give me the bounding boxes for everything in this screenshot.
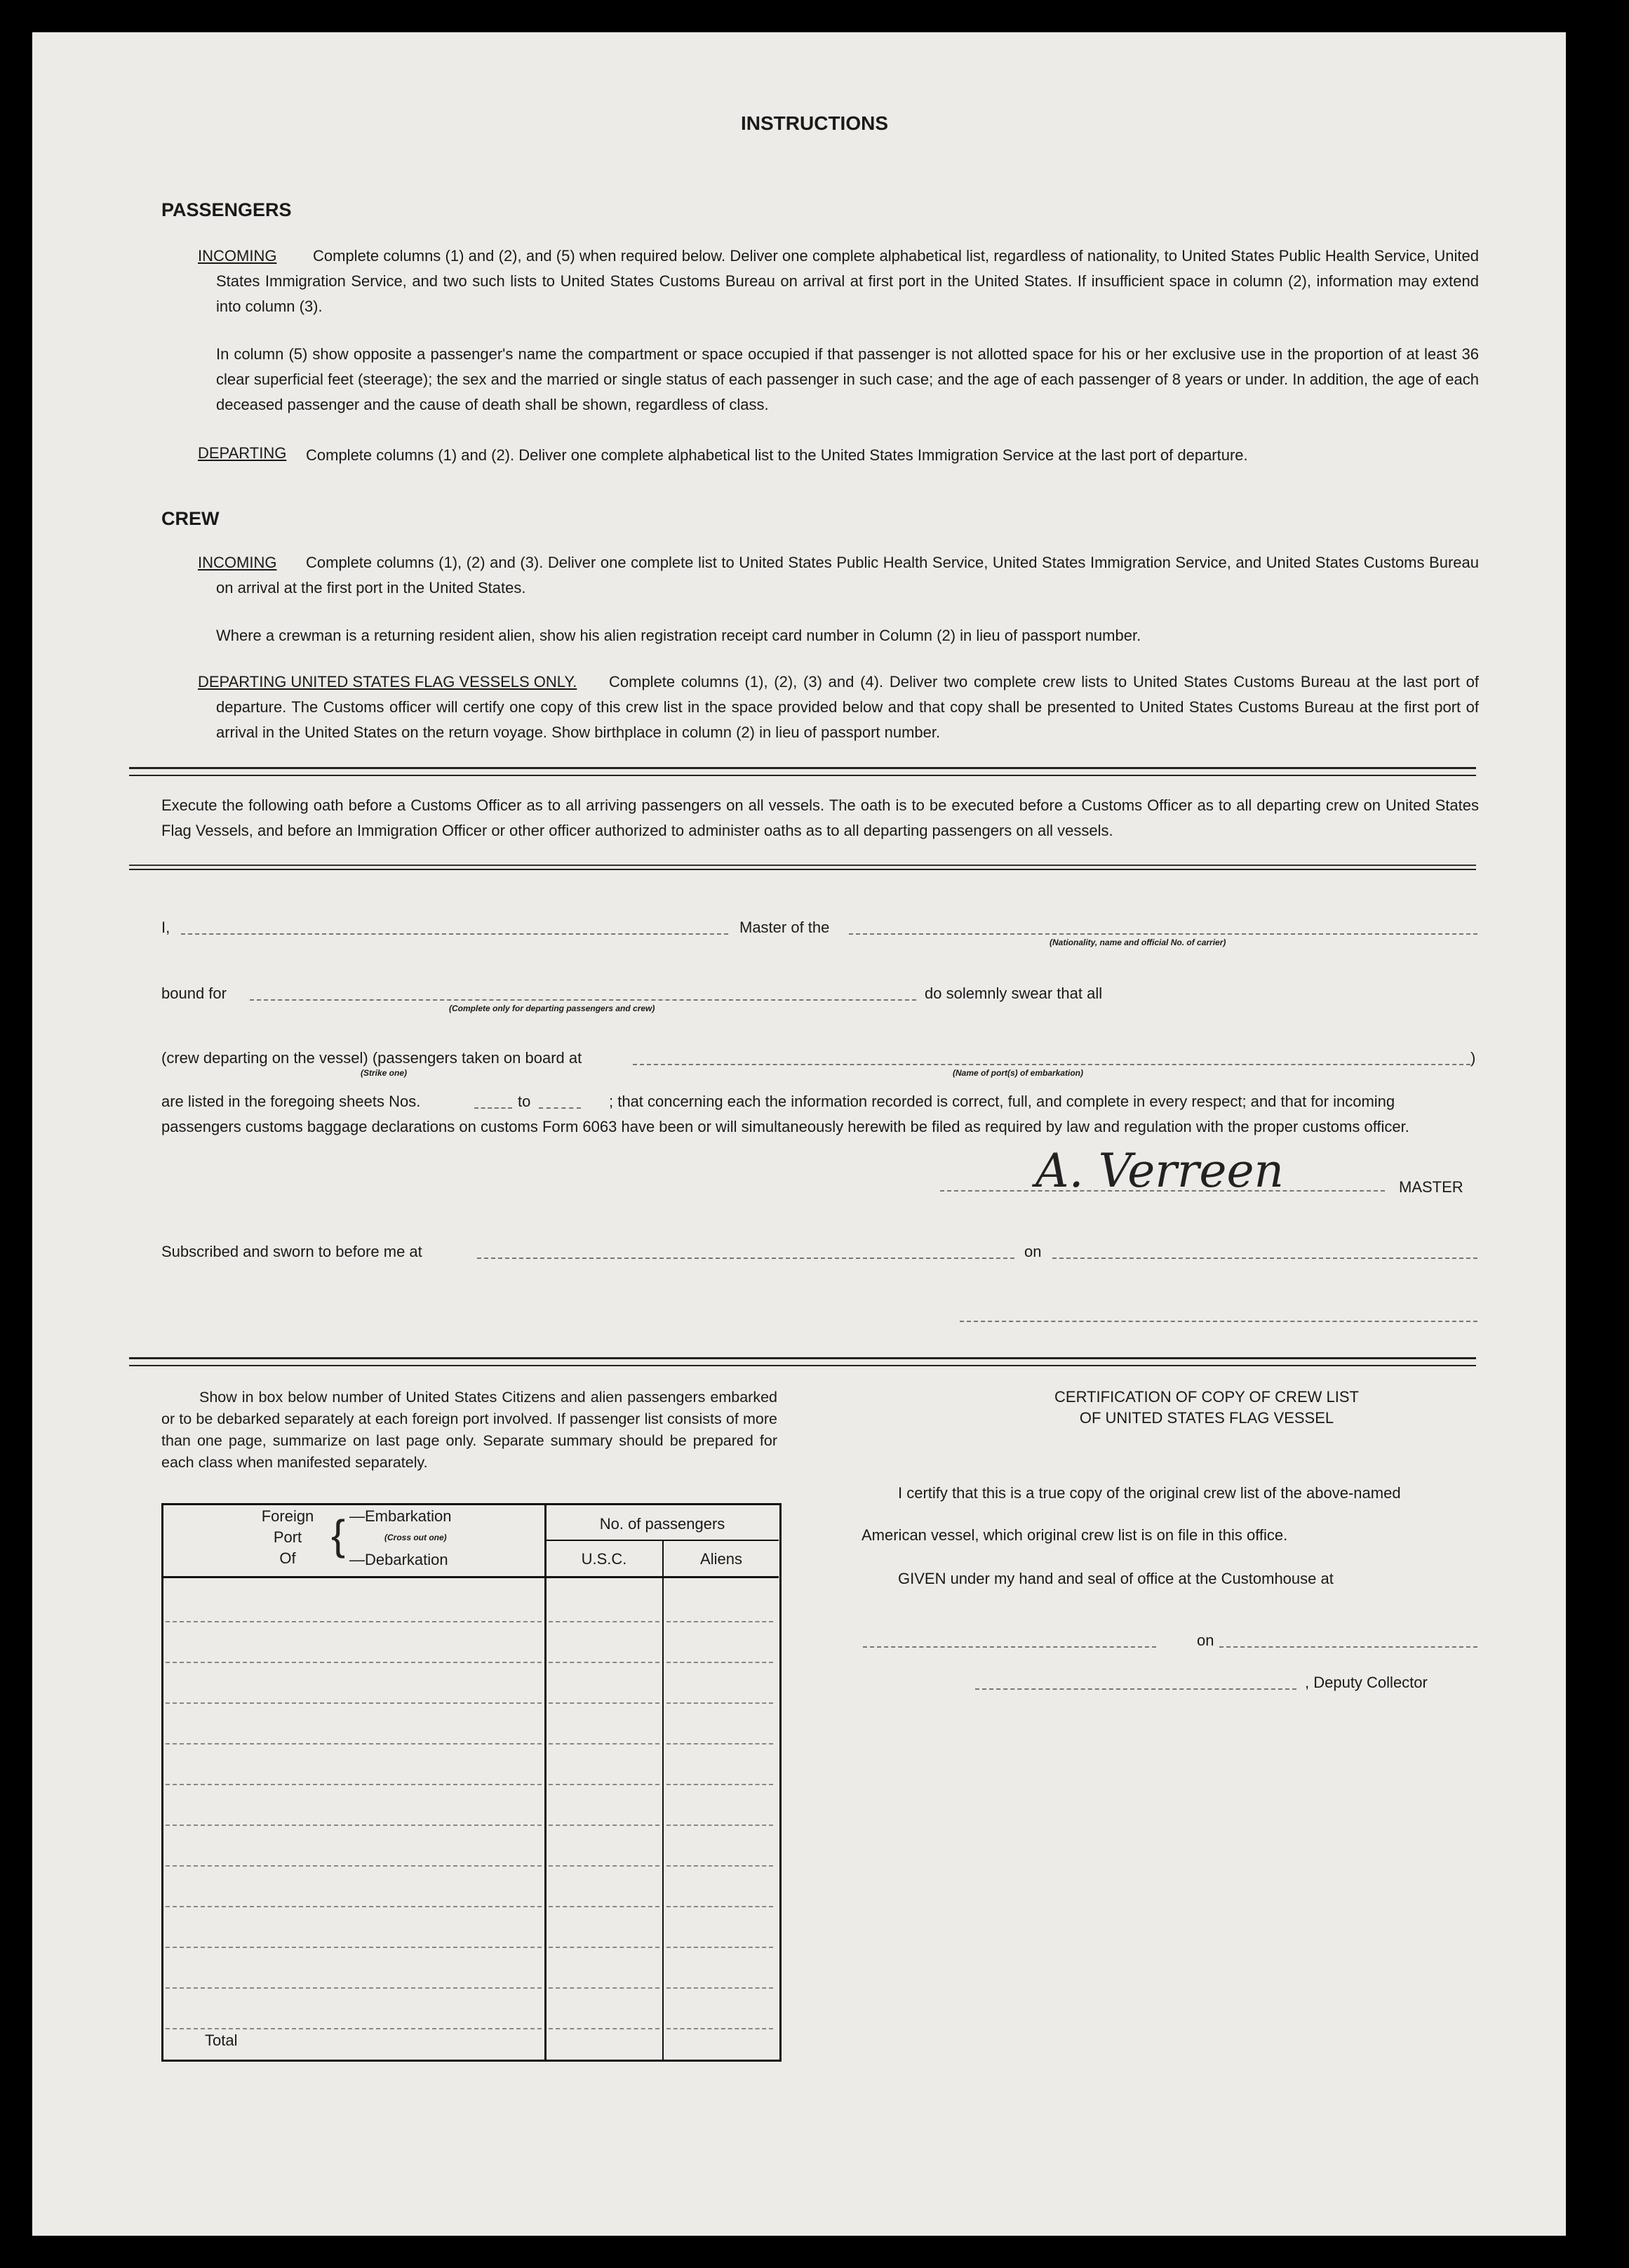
customhouse-field[interactable] <box>863 1646 1156 1648</box>
table-row-line[interactable] <box>166 1621 542 1622</box>
header-no-passengers: No. of passengers <box>599 1515 725 1533</box>
table-row-line[interactable] <box>549 1947 659 1948</box>
double-rule <box>129 767 1476 776</box>
passenger-summary-table <box>161 1503 782 2062</box>
strike-note: (Strike one) <box>361 1068 408 1078</box>
certification-date-field[interactable] <box>1219 1646 1477 1648</box>
total-label: Total <box>205 2032 238 2049</box>
header-foreign: Foreign <box>261 1507 314 1525</box>
deputy-collector-label: , Deputy Collector <box>1305 1674 1428 1691</box>
header-cross-out: (Cross out one) <box>384 1533 447 1542</box>
sheet-from-field[interactable] <box>474 1107 512 1109</box>
crew-incoming-text: Complete columns (1), (2) and (3). Deliver one complete list to United States Public Health Service, United States Immigration Service, and United States Customs Bureau on arrival at the first port in the United States. <box>216 554 1479 596</box>
table-row-line[interactable] <box>666 1784 773 1785</box>
ports-note: (Name of port(s) of embarkation) <box>953 1068 1084 1078</box>
header-embarkation: —Embarkation <box>349 1507 452 1525</box>
table-row-line[interactable] <box>166 1906 542 1907</box>
header-debarkation: —Debarkation <box>349 1551 448 1568</box>
table-row-line[interactable] <box>666 1621 773 1622</box>
table-row-line[interactable] <box>549 1621 659 1622</box>
table-col-divider <box>544 1503 547 2062</box>
table-row-line[interactable] <box>666 1987 773 1989</box>
page-title: INSTRUCTIONS <box>741 112 888 134</box>
master-label: MASTER <box>1399 1178 1463 1196</box>
passengers-incoming-label: INCOMING <box>198 247 277 265</box>
subscribed-on-label: on <box>1024 1243 1042 1260</box>
crew-passengers-label: (crew departing on the vessel) (passengers taken on board at <box>161 1049 582 1067</box>
table-row-line[interactable] <box>549 1987 659 1989</box>
subscribed-label: Subscribed and sworn to before me at <box>161 1243 422 1260</box>
table-row-line[interactable] <box>166 1702 542 1704</box>
passengers-departing-label: DEPARTING <box>198 444 287 462</box>
embarkation-port-field[interactable] <box>633 1064 1470 1065</box>
table-row-line[interactable] <box>666 1702 773 1704</box>
passengers-heading: PASSENGERS <box>161 199 292 220</box>
header-aliens: Aliens <box>700 1550 742 1568</box>
carrier-field[interactable] <box>849 933 1477 935</box>
oath-i-label: I, <box>161 919 170 936</box>
passengers-departing-text: Complete columns (1) and (2). Deliver one complete alphabetical list to the United States Immigration Service at the last port of departure. <box>306 446 1248 464</box>
crew-resident-text: Where a crewman is a returning resident alien, show his alien registration receipt card number in Column (2) in lieu of passport number. <box>216 627 1141 644</box>
table-row-line[interactable] <box>166 1662 542 1663</box>
table-row-line[interactable] <box>166 1987 542 1989</box>
table-row-line[interactable] <box>166 1865 542 1867</box>
certification-on-label: on <box>1197 1632 1214 1649</box>
table-row-line[interactable] <box>549 1906 659 1907</box>
passengers-column5-text: In column (5) show opposite a passenger's name the compartment or space occupied if that passenger is not allotted space for his or her exclusive use in the proportion of at least 36 clear superficial feet (steerage); the sex and the married or single status of each passenger in such case; and the age of each passenger of 8 years or under. In addition, the age of each deceased passenger and the cause of death shall be shown, regardless of class. <box>216 345 1479 413</box>
table-header-line <box>161 1576 779 1578</box>
table-row-line[interactable] <box>666 1947 773 1948</box>
master-signature: A. Verreen <box>1035 1144 1285 1198</box>
master-name-field[interactable] <box>181 933 728 935</box>
table-row-line[interactable] <box>549 1784 659 1785</box>
crew-departing-text: Complete columns (1), (2), (3) and (4). Deliver two complete crew lists to United States Customs Bureau at the last port of departure. The Customs officer will certify one copy of this crew list in the space provided below and that copy shall be presented to United States Customs Bureau at the first port of arrival in the United States on the return voyage. Show birthplace in column (2) in lieu of passport number. <box>216 673 1479 741</box>
oath-instruction: Execute the following oath before a Customs Officer as to all arriving passengers on all vessels. The oath is to be executed before a Customs Officer as to all departing crew on United States Flag Vessels, and before an Immigration Officer or other officer authorized to administer oaths as to all departing passengers on all vessels. <box>161 796 1479 839</box>
subscribed-place-field[interactable] <box>477 1258 1014 1259</box>
header-usc: U.S.C. <box>581 1550 627 1568</box>
table-row-line[interactable] <box>549 1662 659 1663</box>
table-row-line[interactable] <box>166 1784 542 1785</box>
given-text: GIVEN under my hand and seal of office at the Customhouse at <box>898 1570 1334 1587</box>
table-row-line[interactable] <box>166 1743 542 1745</box>
crew-incoming-label: INCOMING <box>198 554 277 571</box>
single-rule <box>129 865 1476 870</box>
crew-departing-label: DEPARTING UNITED STATES FLAG VESSELS ONLY. <box>198 673 577 691</box>
sheet-to-field[interactable] <box>539 1107 581 1109</box>
table-row-line[interactable] <box>666 1906 773 1907</box>
table-row-line[interactable] <box>549 2028 659 2029</box>
certification-title-1: CERTIFICATION OF COPY OF CREW LIST <box>1054 1388 1359 1406</box>
american-vessel-text: American vessel, which original crew list is on file in this office. <box>862 1526 1288 1544</box>
table-row-line[interactable] <box>666 1865 773 1867</box>
header-brace: { <box>331 1512 346 1559</box>
header-port: Port <box>273 1528 302 1546</box>
deputy-collector-field[interactable] <box>975 1688 1296 1690</box>
carrier-note: (Nationality, name and official No. of carrier) <box>1050 938 1226 947</box>
listed-text-a: are listed in the foregoing sheets Nos. <box>161 1093 421 1110</box>
subscribed-date-field[interactable] <box>1052 1258 1477 1259</box>
table-row-line[interactable] <box>166 1825 542 1826</box>
master-of-label: Master of the <box>739 919 830 936</box>
table-subheader-line <box>544 1540 779 1541</box>
table-col-divider <box>662 1540 664 2062</box>
table-row-line[interactable] <box>666 1743 773 1745</box>
double-rule-lower <box>129 1357 1476 1366</box>
passengers-incoming-text: Complete columns (1) and (2), and (5) when required below. Deliver one complete alphabetical list, regardless of nationality, to United States Public Health Service, United States Immigration Service, and two such lists to United States Customs Bureau on arrival at first port in the United States. If insufficient space in column (2), information may extend into column (3). <box>216 247 1479 315</box>
table-row-line[interactable] <box>666 2028 773 2029</box>
listed-text-rest: passengers customs baggage declarations on customs Form 6063 have been or will simultaneously herewith be filed as required by law and regulation with the proper customs officer. <box>161 1118 1409 1135</box>
certification-title-2: OF UNITED STATES FLAG VESSEL <box>1079 1409 1334 1427</box>
officer-signature-line[interactable] <box>960 1321 1477 1322</box>
header-of: Of <box>279 1549 296 1567</box>
table-row-line[interactable] <box>549 1865 659 1867</box>
table-row-line[interactable] <box>666 1662 773 1663</box>
certify-text: I certify that this is a true copy of the original crew list of the above-named <box>898 1484 1401 1502</box>
table-row-line[interactable] <box>166 1947 542 1948</box>
bound-for-field[interactable] <box>250 999 916 1001</box>
listed-text-b: ; that concerning each the information recorded is correct, full, and complete in every respect; and that for incoming <box>609 1093 1395 1110</box>
swear-label: do solemnly swear that all <box>925 985 1103 1002</box>
summary-instruction: Show in box below number of United States Citizens and alien passengers embarked or to be debarked separately at each foreign port involved. If passenger list consists of more than one page, summarize on last page only. Separate summary should be prepared for each class when manifested separately. <box>161 1389 777 1471</box>
listed-to-label: to <box>518 1093 531 1110</box>
table-row-line[interactable] <box>549 1825 659 1826</box>
bound-note: (Complete only for departing passengers and crew) <box>449 1003 655 1013</box>
table-row-line[interactable] <box>549 1743 659 1745</box>
bound-for-label: bound for <box>161 985 227 1002</box>
close-paren: ) <box>1470 1049 1476 1067</box>
table-row-line[interactable] <box>666 1825 773 1826</box>
table-row-line[interactable] <box>549 1702 659 1704</box>
crew-heading: CREW <box>161 508 220 529</box>
